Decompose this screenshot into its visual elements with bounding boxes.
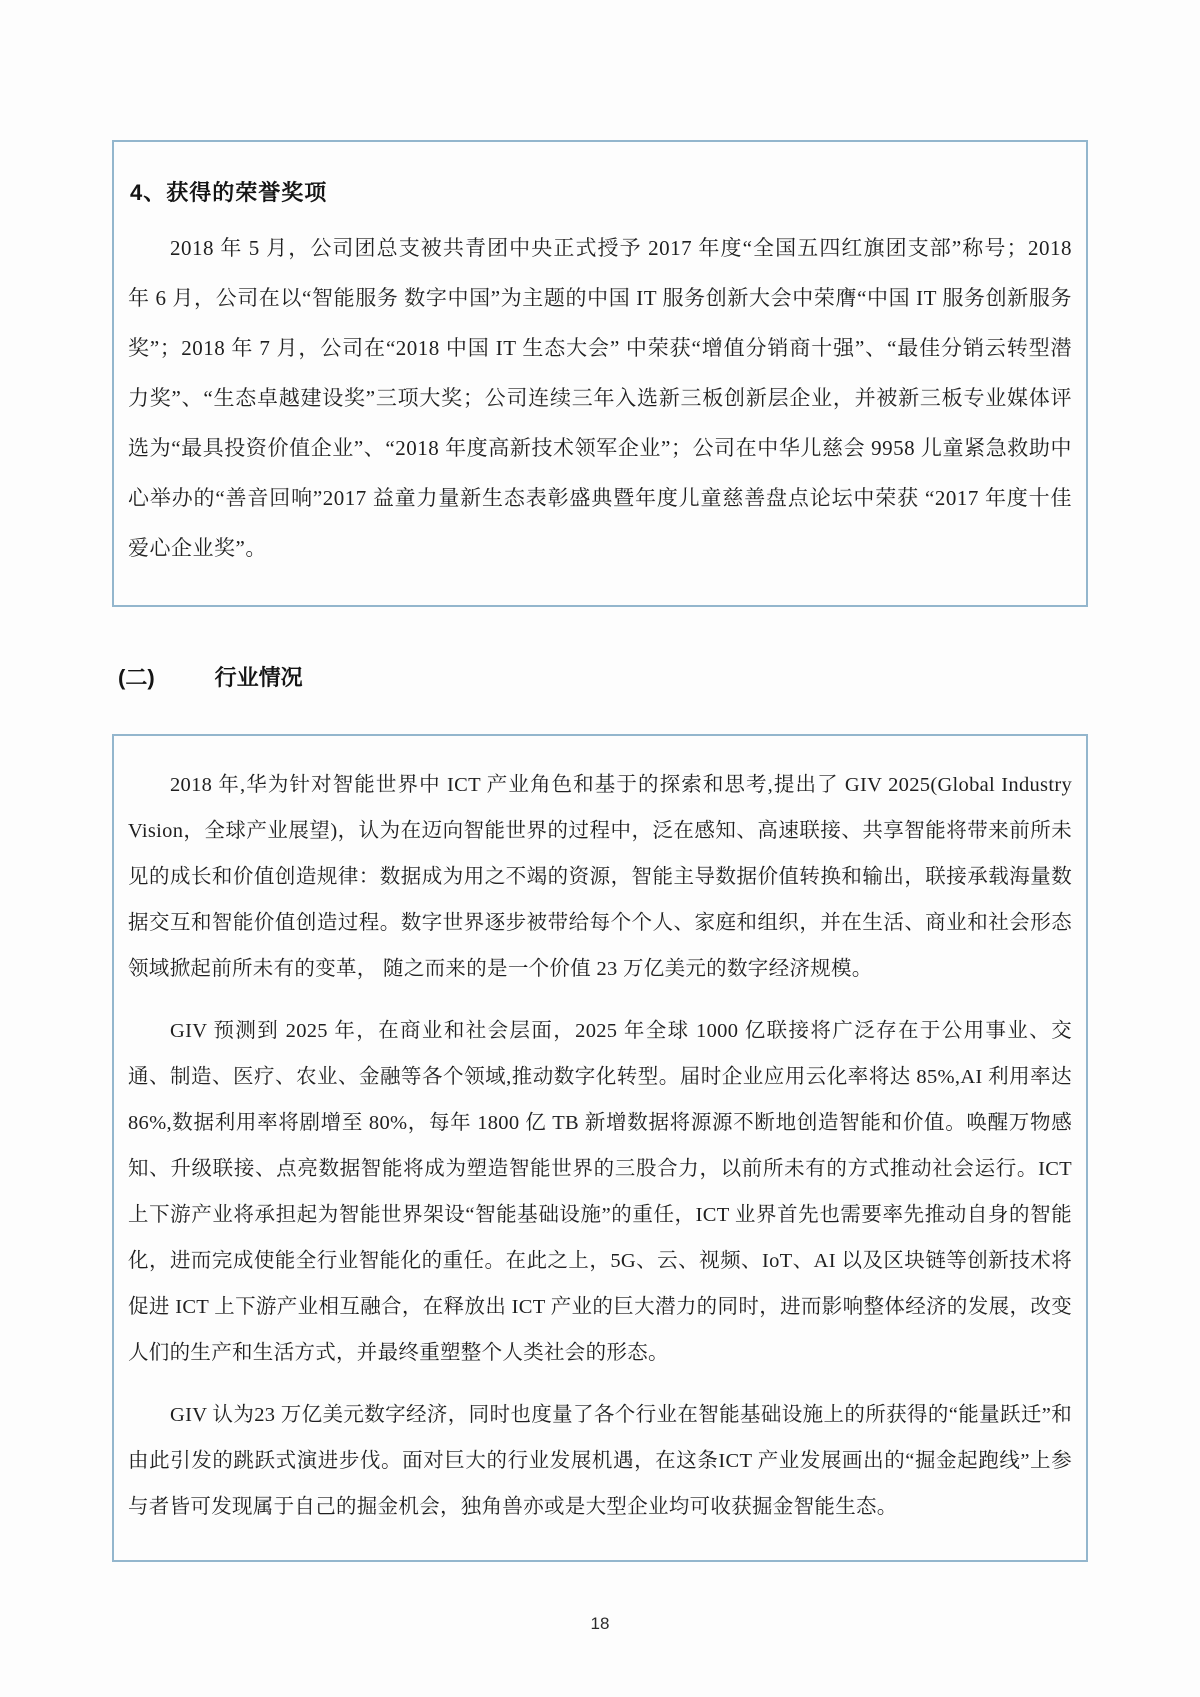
industry-paragraph-2: GIV 预测到 2025 年，在商业和社会层面，2025 年全球 1000 亿联接将广泛存在于公用事业、交通、制造、医疗、农业、金融等各个领域,推动数字化转型。届时企业应用云化率将达 85%,AI 利用率达 86%,数据利用率将剧增至 80%，每年 1800 亿 TB 新增数据将源源不断地创造智能和价值。唤醒万物感知、升级联接、点亮数据智能将成为塑造智能世界的三股合力，以前所未有的方式推动社会运行。ICT 上下游产业将承担起为智能世界架设“智能基础设施”的重任，ICT 业界首先也需要率先推动自身的智能化，进而完成使能全行业智能化的重任。在此之上，5G、云、视频、IoT、AI 以及区块链等创新技术将促进 ICT 上下游产业相互融合，在释放出 ICT 产业的巨大潜力的同时，进而影响整体经济的发展，改变人们的生产和生活方式，并最终重塑整个人类社会的形态。: [128, 1020, 1072, 1364]
honors-awards-box: [112, 140, 1088, 607]
industry-paragraph-1: 2018 年,华为针对智能世界中 ICT 产业角色和基于的探索和思考,提出了 GIV 2025(Global Industry Vision，全球产业展望)，认为在迈向智能世界的过程中，泛在感知、高速联接、共享智能将带来前所未见的成长和价值创造规律：数据成为用之不竭的资源，智能主导数据价值转换和输出，联接承载海量数据交互和智能价值创造过程。数字世界逐步被带给每个个人、家庭和组织，并在生活、商业和社会形态领域掀起前所未有的变革， 随之而来的是一个价值 23 万亿美元的数字经济规模。: [128, 774, 1072, 980]
section-number: (二): [118, 665, 155, 690]
industry-paragraph-3: GIV 认为23 万亿美元数字经济，同时也度量了各个行业在智能基础设施上的所获得的“能量跃迁”和由此引发的跳跃式演进步伐。面对巨大的行业发展机遇，在这条ICT 产业发展画出的“掘金起跑线”上参与者皆可发现属于自己的掘金机会，独角兽亦或是大型企业均可收获掘金智能生态。: [128, 1404, 1072, 1518]
honors-paragraph: 2018 年 5 月，公司团总支被共青团中央正式授予 2017 年度“全国五四红旗团支部”称号；2018 年 6 月，公司在以“智能服务 数字中国”为主题的中国 IT 服务创新大会中荣膺“中国 IT 服务创新服务奖”；2018 年 7 月，公司在“2018 中国 IT 生态大会” 中荣获“增值分销商十强”、“最佳分销云转型潜力奖”、“生态卓越建设奖”三项大奖；公司连续三年入选新三板创新层企业，并被新三板专业媒体评选为“最具投资价值企业”、“2018 年度高新技术领军企业”；公司在中华儿慈会 9958 儿童紧急救助中心举办的“善音回响”2017 益童力量新生态表彰盛典暨年度儿童慈善盘点论坛中荣获 “2017 年度十佳爱心企业奖”。: [128, 236, 1072, 560]
page-footer: [112, 1614, 1088, 1634]
industry-overview-box: [112, 734, 1088, 1562]
page-number: 18: [590, 1614, 610, 1633]
section-title: 行业情况: [214, 665, 303, 690]
honors-heading: 4、获得的荣誉奖项: [130, 180, 328, 205]
section-heading: [118, 661, 1088, 692]
